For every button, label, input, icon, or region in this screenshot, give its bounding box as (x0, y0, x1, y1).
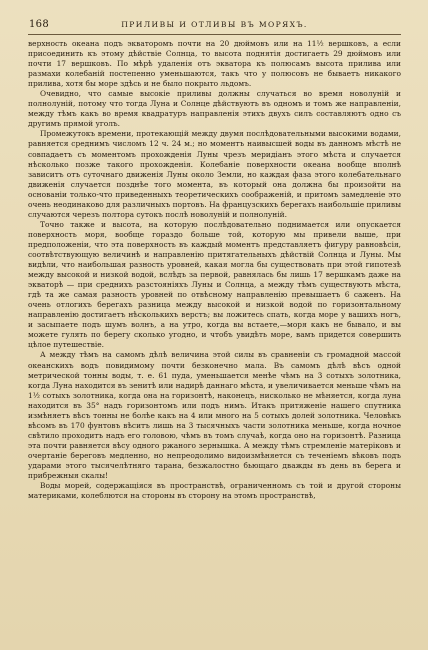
paragraph-spring-tides: Очевидно, что самые высокiе приливы должны случаться во время новолунiй и полнолунiй, потому что тогда Луна и Солнце дѣйствуютъ въ одномъ и томъ же направленiи, между тѣмъ какъ во время квадратуръ направленiя этихъ двухъ силъ составляютъ одно съ другимъ прямой уголъ. (28, 89, 401, 129)
paragraph-tide-height: верхность океана подъ экваторомъ почти на 20 дюймовъ или на 11½ вершковъ, а если присоединить къ этому дѣйствiе Солнца, то высота поднятiя достигаетъ 29 дюймовъ или почти 17 вершковъ. По мѣрѣ удаленiя отъ экватора къ полюсамъ высота прилива или размахи колебанiй постепенно уменьшаются, такъ что у полюсовъ не бываетъ никакого прилива, хотя бы море здѣсь и не было покрыто льдомъ. (28, 39, 401, 89)
body-text (28, 39, 401, 501)
running-head: ПРИЛИВЫ И ОТЛИВЫ ВЪ МОРЯХЪ. (121, 20, 308, 29)
page-number: 168 (29, 19, 49, 30)
paragraph-tide-interval: Промежутокъ времени, протекающiй между двумя послѣдовательными высокими водами, равняется среднимъ числомъ 12 ч. 24 м.; но моментъ наивысшей воды въ данномъ мѣстѣ не совпадаетъ съ моментомъ прохожденiя Луны чрезъ меридiанъ этого мѣста и случается нѣсколько позже такого прохожденiя. Колебанiе поверхности океана вообще вполнѣ зависитъ отъ суточнаго движенiя Луны около Земли, но каждая фаза этого колебательнаго движенiя случается позднѣе того момента, въ который она должна бы произойти на основанiи только-что приведенныхъ теоретическихъ соображенiй, и притомъ замедленiе это очень неодинаково для различныхъ портовъ. На французскихъ берегахъ наибольшiе приливы случаются черезъ полтора сутокъ послѣ новолунiй и полнолунiй. (28, 129, 401, 219)
paragraph-tide-amplitude: Точно также и высота, на которую послѣдовательно поднимается или опускается поверхность моря, вообще гораздо больше той, которую мы привели выше, при предположенiи, что эта поверхность въ каждый моментъ представляетъ фигуру равновѣсiя, соотвѣтствующую величинѣ и направленiю притягательныхъ дѣйствiй Солнца и Луны. Мы видѣли, что наибольшая разность уровней, какая могла бы существовать при этой гипотезѣ между высокой и низкой водой, вслѣдъ за первой, равнялась бы лишь 17 вершкамъ даже на экваторѣ — при среднихъ разстоянiяхъ Луны и Солнца, а между тѣмъ существуютъ мѣста, гдѣ та же самая разность уровней по отвѣсному направленiю превышаетъ 6 саженъ. На очень отлогихъ берегахъ разница между высокой и низкой водой по горизонтальному направленiю достигаетъ нѣсколькихъ верстъ; вы ложитесь спать, когда море у вашихъ ногъ, и засыпаете подъ шумъ волнъ, а на утро, когда вы встаете,—моря какъ не бывало, и вы можете гулять по берегу сколько угодно, и чтобъ увидѣть море, вамъ придется совершить цѣлое путешествiе. (28, 219, 401, 350)
paragraph-sea-waters: Воды морей, содержащiяся въ пространствѣ, ограниченномъ съ той и другой стороны материками, колеблются на стороны въ сторону на этомъ пространствѣ, (28, 481, 401, 501)
paragraph-lunar-force: А между тѣмъ на самомъ дѣлѣ величина этой силы въ сравненiи съ громадной массой океанскихъ водъ повидимому почти безконечно мала. Въ самомъ дѣлѣ вѣсъ одной метрической тонны воды, т. е. 61 пуда, уменьшается менѣе чѣмъ на 3 сотыхъ золотника, когда Луна находится въ зенитѣ или надирѣ даннаго мѣста, и увеличивается меньше чѣмъ на 1½ сотыхъ золотника, когда она на горизонтѣ, наконецъ, нисколько не мѣняется, когда луна находится въ 35° надъ горизонтомъ или подъ нимъ. Итакъ притяженiе нашего спутника измѣняетъ вѣсъ тонны не болѣе какъ на 4 или много на 5 сотыхъ долей золотника. Человѣкъ вѣсомъ въ 170 фунтовъ вѣситъ лишь на 3 тысячныхъ части золотника меньше, когда ночное свѣтило проходитъ надъ его головою, чѣмъ въ томъ случаѣ, когда оно на горизонтѣ. Разница эта почти равняется вѣсу одного ржаного зернышка. А между тѣмъ стремленiе матерiковъ и очертанiе береговъ медленно, но непреодолимо видоизмѣняется съ теченiемъ вѣковъ подъ ударами этого тысячелѣтняго тарана, безжалостно бьющаго дважды въ день въ берега и прибрежныя скалы! (28, 350, 401, 481)
page-header (28, 18, 401, 35)
